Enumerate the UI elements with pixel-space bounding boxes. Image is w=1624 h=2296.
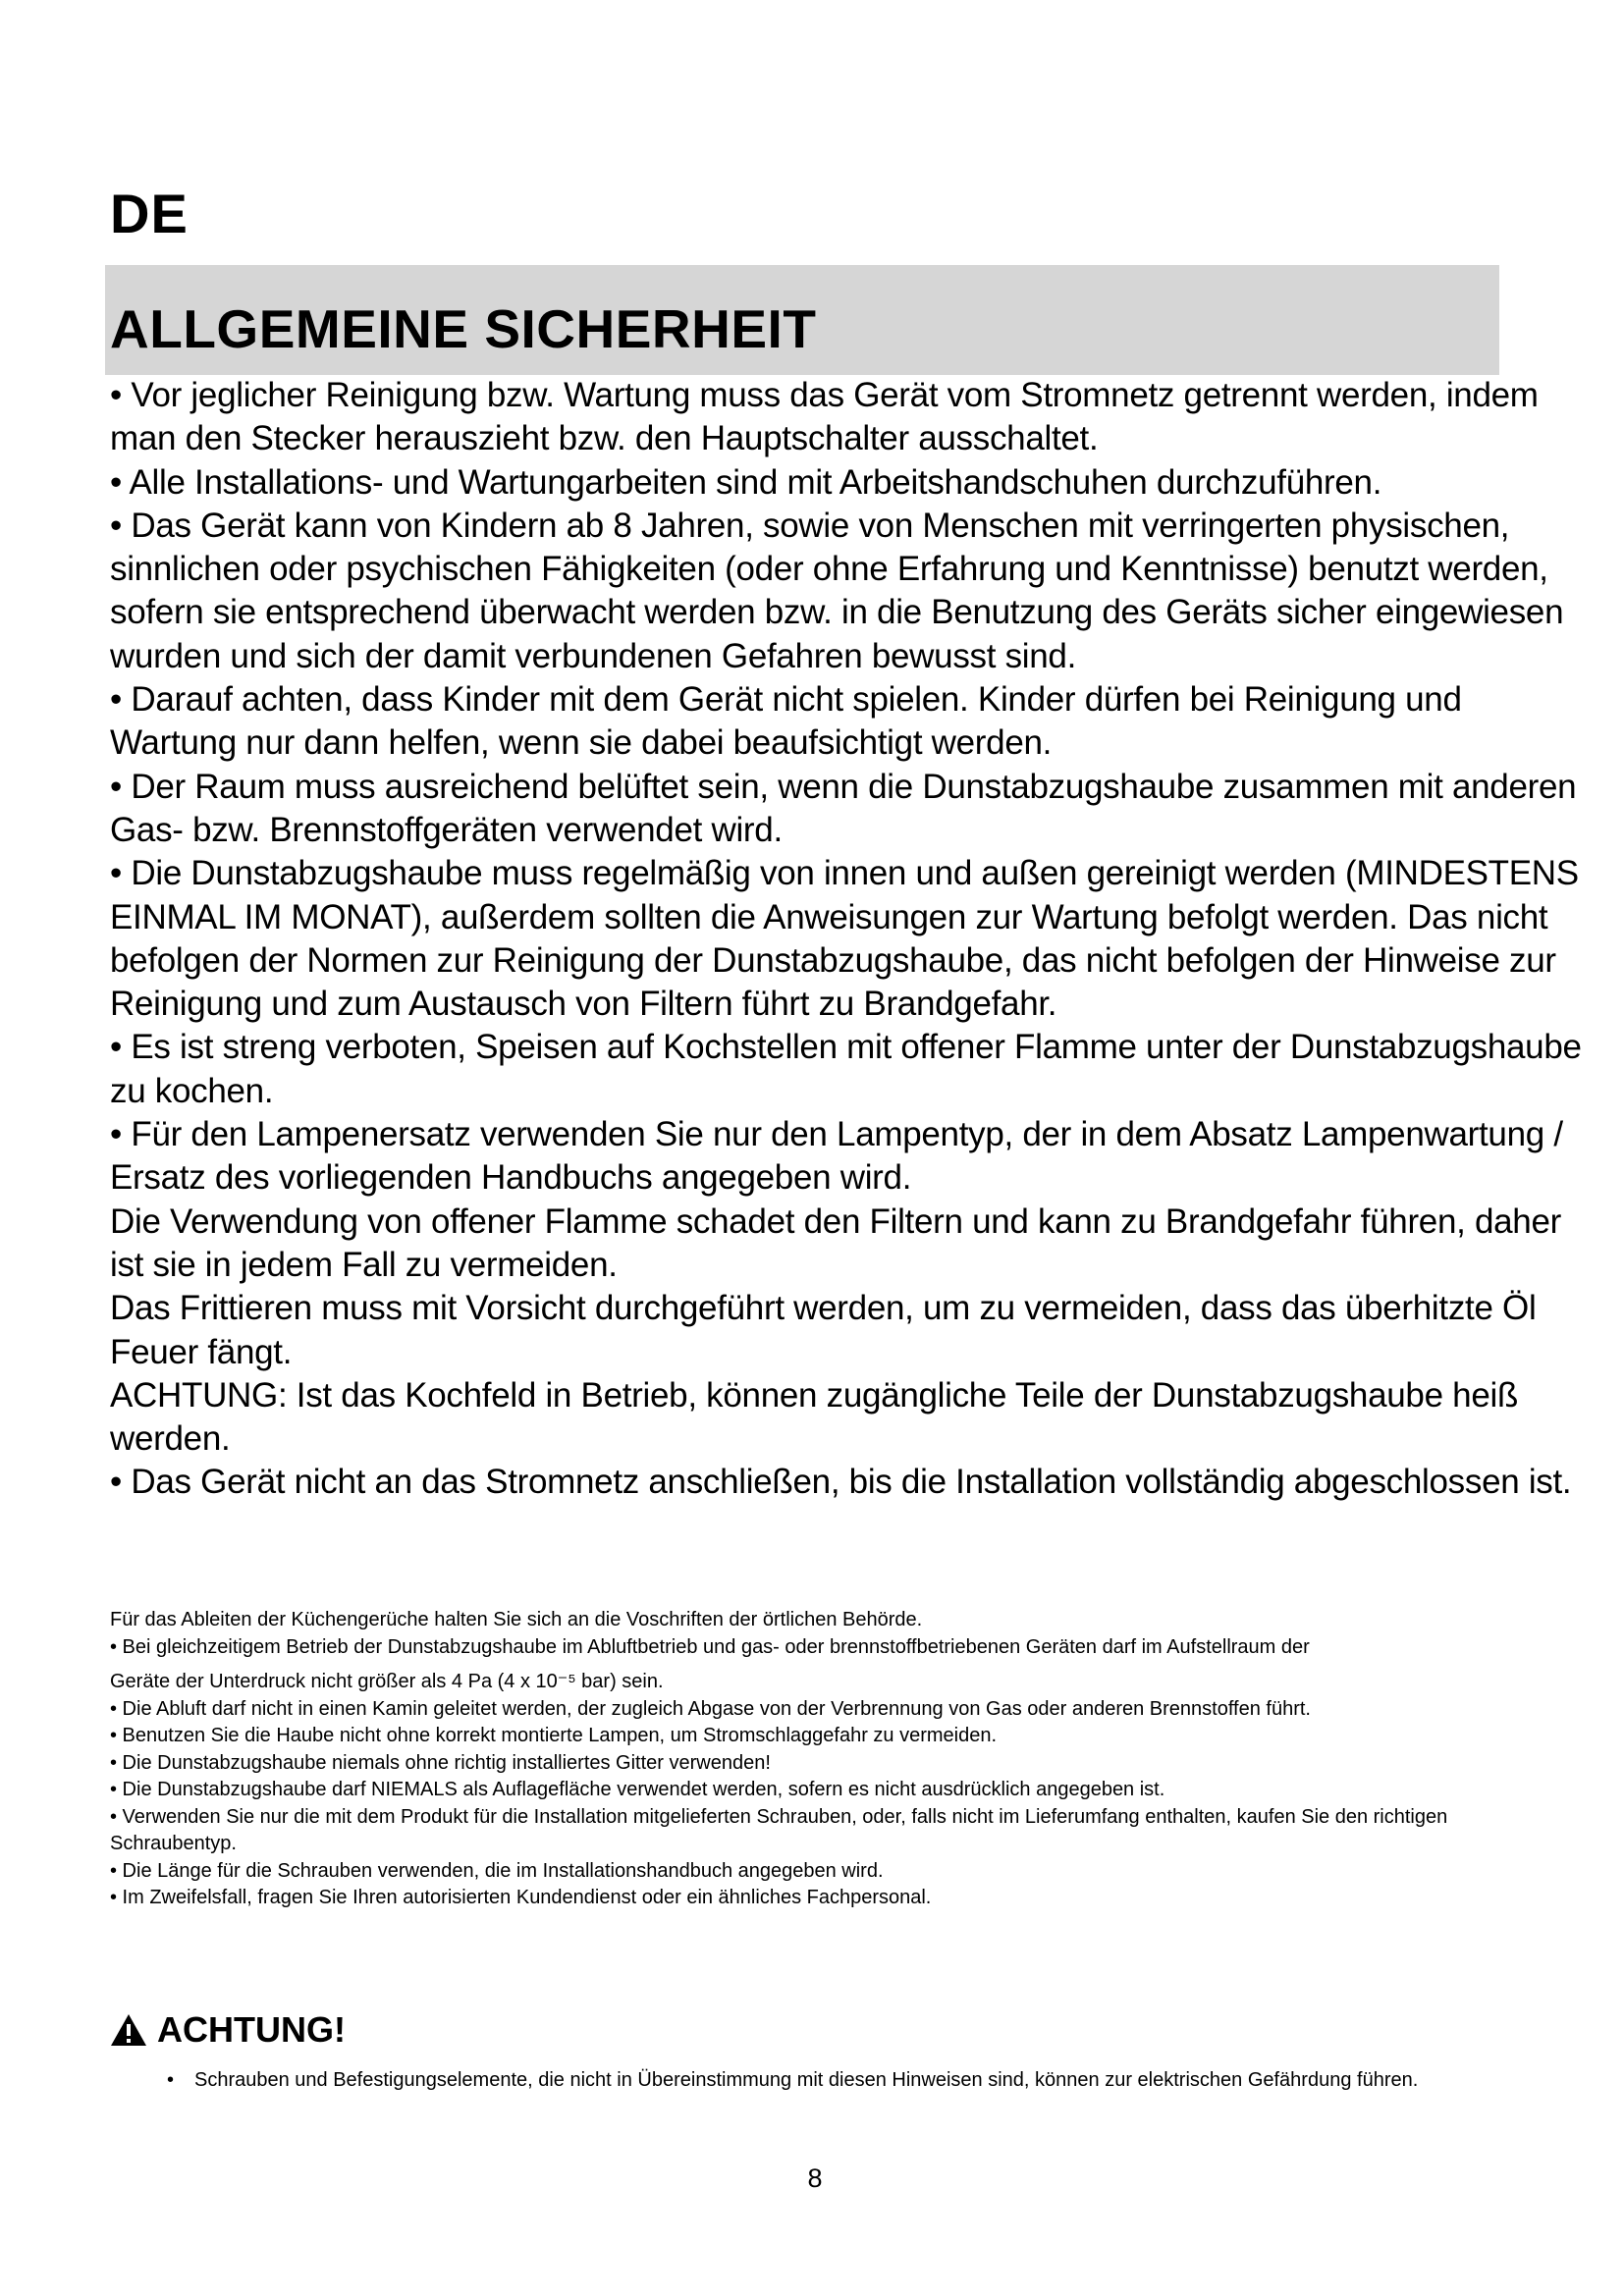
page-number: 8 [807,2163,823,2193]
small-paragraph: • Die Abluft darf nicht in einen Kamin geleitet werden, der zugleich Abgase von der Verbrennung von Gas oder anderen Brennstoffen führt. [110,1697,1311,1720]
small-paragraph: Geräte der Unterdruck nicht größer als 4 Pa (4 x 10⁻⁵ bar) sein. [110,1671,664,1692]
warning-title: ACHTUNG! [157,2009,346,2050]
small-paragraph: • Verwenden Sie nur die mit dem Produkt für die Installation mitgelieferten Schrauben, oder, falls nicht im Lieferumfang enthalten, kaufen Sie den richtigen Schraubentyp. [110,1805,1448,1854]
safety-instructions [110,374,1583,1505]
paragraph: Die Verwendung von offener Flamme schadet den Filtern und kann zu Brandgefahr führen, daher ist sie in jedem Fall zu vermeiden. [110,1201,1561,1284]
paragraph: • Alle Installations- und Wartungarbeiten sind mit Arbeitshandschuhen durchzuführen. [110,462,1382,502]
small-paragraph: • Die Länge für die Schrauben verwenden, die im Installationshandbuch angegeben wird. [110,1859,884,1882]
small-paragraph: • Im Zweifelsfall, fragen Sie Ihren autorisierten Kundendienst oder ein ähnliches Fachpersonal. [110,1887,932,1908]
warning-heading [110,2009,346,2051]
paragraph: • Das Gerät kann von Kindern ab 8 Jahren, sowie von Menschen mit verringerten physischen, sinnlichen oder psychischen Fähigkeiten (oder ohne Erfahrung und Kenntnisse) benutzt werden, sofern sie entsprechend überwacht werden bzw. in die Benutzung des Geräts sicher eingewiesen wurden und sich der damit verbundenen Gefahren bewusst sind. [110,506,1564,675]
paragraph: • Vor jeglicher Reinigung bzw. Wartung muss das Gerät vom Stromnetz getrennt werden, indem man den Stecker herauszieht bzw. den Hauptschalter ausschaltet. [110,376,1539,458]
additional-instructions [110,1607,1543,1912]
warning-item: • Schrauben und Befestigungselemente, die nicht in Übereinstimmung mit diesen Hinweisen sind, können zur elektrischen Gefährdung führen. [167,2065,1522,2096]
paragraph: Das Frittieren muss mit Vorsicht durchgeführt werden, um zu vermeiden, dass das überhitzte Öl Feuer fängt. [110,1289,1537,1371]
small-paragraph: • Die Dunstabzugshaube darf NIEMALS als Auflagefläche verwendet werden, sofern es nicht ausdrücklich angegeben ist. [110,1779,1165,1800]
paragraph: ACHTUNG: Ist das Kochfeld in Betrieb, können zugängliche Teile der Dunstabzugshaube heiß werden. [110,1375,1519,1459]
warning-list [167,2065,1522,2096]
paragraph: • Die Dunstabzugshaube muss regelmäßig von innen und außen gereinigt werden (MINDESTENS EINMAL IM MONAT), außerdem sollten die Anweisungen zur Wartung befolgt werden. Das nicht befolgen der Normen zur Reinigung der Dunstabzugshaube, das nicht befolgen der Hinweise zur Reinigung und zum Austausch von Filtern führt zu Brandgefahr. [110,854,1579,1024]
paragraph: • Das Gerät nicht an das Stromnetz anschließen, bis die Installation vollständig abgeschlossen ist. [110,1463,1572,1502]
language-code: DE [110,183,189,244]
paragraph: • Der Raum muss ausreichend belüftet sein, wenn die Dunstabzugshaube zusammen mit anderen Gas- bzw. Brennstoffgeräten verwendet wird. [110,767,1577,849]
paragraph: • Für den Lampenersatz verwenden Sie nur den Lampentyp, der in dem Absatz Lampenwartung / Ersatz des vorliegenden Handbuchs angegeben wird. [110,1115,1563,1198]
paragraph: • Darauf achten, dass Kinder mit dem Gerät nicht spielen. Kinder dürfen bei Reinigung und Wartung nur dann helfen, wenn sie dabei beaufsichtigt werden. [110,680,1462,763]
small-paragraph: • Benutzen Sie die Haube nicht ohne korrekt montierte Lampen, um Stromschlaggefahr zu vermeiden. [110,1725,998,1746]
small-paragraph: • Bei gleichzeitigem Betrieb der Dunstabzugshaube im Abluftbetrieb und gas- oder brennstoffbetriebenen Geräten darf im Aufstellraum der [110,1635,1310,1658]
paragraph: • Es ist streng verboten, Speisen auf Kochstellen mit offener Flamme unter der Dunstabzugshaube zu kochen. [110,1028,1582,1110]
section-title: ALLGEMEINE SICHERHEIT [110,298,817,359]
small-paragraph: • Die Dunstabzugshaube niemals ohne richtig installiertes Gitter verwenden! [110,1751,771,1774]
warning-triangle-icon [110,2013,147,2047]
small-paragraph: Für das Ableiten der Küchengerüche halten Sie sich an die Voschriften der örtlichen Behörde. [110,1609,923,1630]
